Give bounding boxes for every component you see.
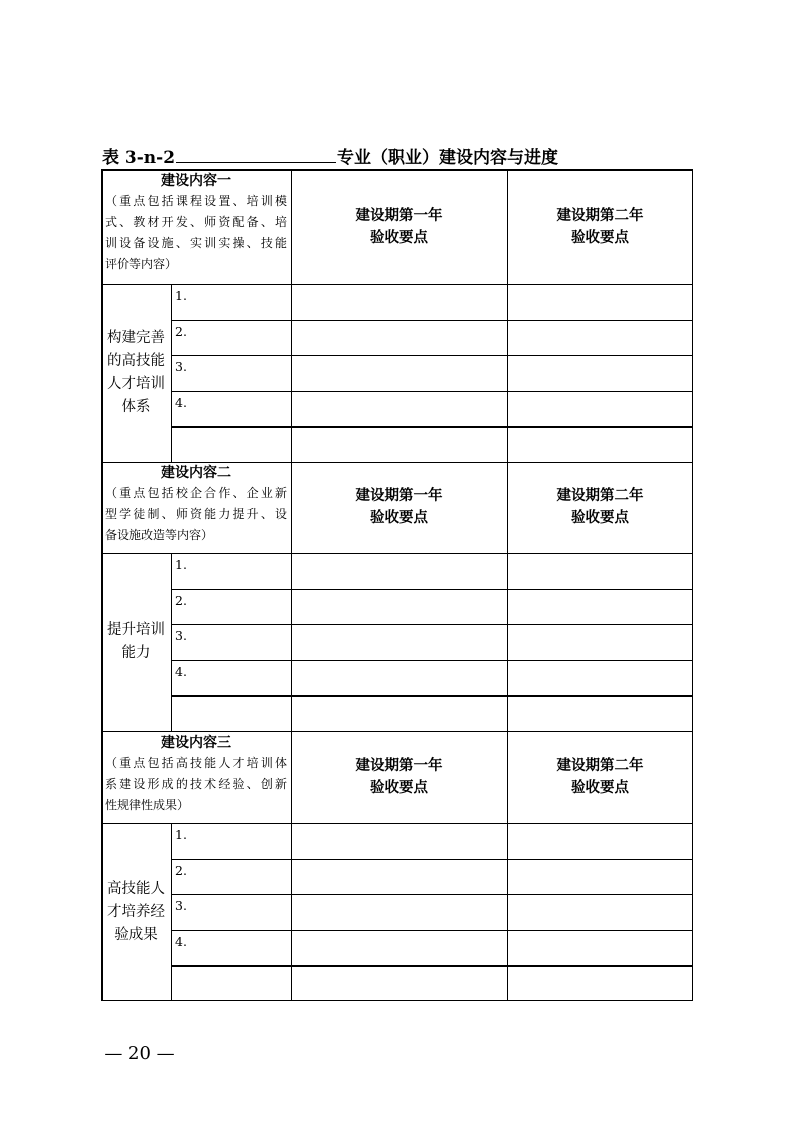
item-cell[interactable] xyxy=(173,894,291,930)
description-line: 备设施改造等内容） xyxy=(105,528,214,542)
category-line: 提升培训 xyxy=(107,622,165,638)
item-number: 2. xyxy=(175,323,187,339)
description-line: （重点包括校企合作、企业新 xyxy=(105,486,287,500)
description-line: 式、教材开发、师资配备、培 xyxy=(105,215,287,229)
page-number: — 20 — xyxy=(104,1043,175,1064)
year2-item-cell[interactable] xyxy=(508,695,692,731)
description-line: 评价等内容） xyxy=(105,257,178,271)
year1-item-cell[interactable] xyxy=(292,320,507,356)
year2-item-cell[interactable] xyxy=(508,624,692,660)
description-line: 性规律性成果） xyxy=(105,798,190,812)
year2-item-cell[interactable] xyxy=(508,426,692,462)
item-number: 1. xyxy=(175,557,187,572)
year2-header-line: 验收要点 xyxy=(571,779,629,796)
year1-item-cell[interactable] xyxy=(292,391,507,427)
item-cell[interactable] xyxy=(173,624,291,660)
year2-item-cell[interactable] xyxy=(508,660,692,696)
description-line: 型学徒制、师资能力提升、设 xyxy=(105,507,287,521)
year2-header-line: 验收要点 xyxy=(571,509,629,526)
year2-item-cell[interactable] xyxy=(508,284,692,320)
year2-item-cell[interactable] xyxy=(508,355,692,391)
category-cell xyxy=(101,553,171,731)
item-cell[interactable] xyxy=(173,426,291,462)
item-number: 3. xyxy=(175,628,187,644)
description-line: （重点包括课程设置、培训模 xyxy=(105,194,287,208)
year2-item-cell[interactable] xyxy=(508,859,692,895)
table-number: 表 3-n-2 xyxy=(102,148,176,168)
year2-header-line: 建设期第二年 xyxy=(556,487,644,504)
item-cell[interactable] xyxy=(173,965,291,1001)
category-line: 体系 xyxy=(121,399,151,415)
category-line: 才培养经 xyxy=(107,903,165,920)
item-number: 4. xyxy=(175,933,187,949)
year2-header xyxy=(507,731,693,823)
item-cell[interactable] xyxy=(173,284,291,320)
item-number: 2. xyxy=(175,592,187,608)
category-cell xyxy=(101,284,171,462)
category-cell xyxy=(101,823,171,1001)
year1-header-line: 验收要点 xyxy=(370,779,428,796)
year1-header-line: 建设期第一年 xyxy=(355,757,443,774)
item-cell[interactable] xyxy=(173,320,291,356)
year1-item-cell[interactable] xyxy=(292,284,507,320)
year1-header xyxy=(291,461,507,553)
year1-item-cell[interactable] xyxy=(292,660,507,696)
year1-header xyxy=(291,731,507,823)
year1-header-line: 验收要点 xyxy=(370,509,428,526)
year1-item-cell[interactable] xyxy=(292,553,507,589)
category-line: 高技能人 xyxy=(107,880,165,897)
year2-item-cell[interactable] xyxy=(508,894,692,930)
description-line: 训设备设施、实训实操、技能 xyxy=(105,236,287,250)
item-cell[interactable] xyxy=(173,553,291,589)
year2-item-cell[interactable] xyxy=(508,391,692,427)
item-cell[interactable] xyxy=(173,823,291,859)
category-line: 的高技能 xyxy=(107,353,165,369)
column-divider xyxy=(171,553,172,731)
item-number: 2. xyxy=(175,862,187,878)
year1-item-cell[interactable] xyxy=(292,589,507,625)
year2-item-cell[interactable] xyxy=(508,965,692,1001)
year2-header xyxy=(507,461,693,553)
item-cell[interactable] xyxy=(173,660,291,696)
description-line: （重点包括高技能人才培训体 xyxy=(105,756,287,770)
item-number: 4. xyxy=(175,663,187,679)
year2-header xyxy=(507,169,693,284)
year1-header-line: 建设期第一年 xyxy=(355,487,443,504)
section-description xyxy=(105,483,287,546)
category-line: 构建完善 xyxy=(107,330,165,346)
category-line: 验成果 xyxy=(114,926,158,943)
item-cell[interactable] xyxy=(173,695,291,731)
item-number: 3. xyxy=(175,359,187,375)
item-cell[interactable] xyxy=(173,391,291,427)
item-number: 1. xyxy=(175,827,187,842)
year2-header-line: 建设期第二年 xyxy=(556,757,644,774)
year1-item-cell[interactable] xyxy=(292,965,507,1001)
section-header-cell xyxy=(105,463,287,551)
year2-item-cell[interactable] xyxy=(508,589,692,625)
fill-in-blank[interactable] xyxy=(176,145,336,163)
section-heading: 建设内容三 xyxy=(161,735,231,751)
year1-item-cell[interactable] xyxy=(292,859,507,895)
year1-item-cell[interactable] xyxy=(292,695,507,731)
section-description xyxy=(105,753,287,816)
item-cell[interactable] xyxy=(173,355,291,391)
year1-header xyxy=(291,169,507,284)
year2-item-cell[interactable] xyxy=(508,930,692,966)
year1-item-cell[interactable] xyxy=(292,894,507,930)
year1-header-line: 建设期第一年 xyxy=(355,206,443,224)
section-heading: 建设内容二 xyxy=(161,465,231,481)
year2-item-cell[interactable] xyxy=(508,823,692,859)
section-description xyxy=(105,191,287,275)
section-header-cell xyxy=(105,733,287,821)
category-line: 人才培训 xyxy=(107,376,165,392)
item-cell[interactable] xyxy=(173,930,291,966)
table-title xyxy=(102,145,558,169)
item-number: 3. xyxy=(175,898,187,914)
item-number: 1. xyxy=(175,288,187,303)
year1-item-cell[interactable] xyxy=(292,355,507,391)
item-cell[interactable] xyxy=(173,589,291,625)
year1-item-cell[interactable] xyxy=(292,930,507,966)
column-divider xyxy=(171,284,172,462)
column-divider xyxy=(171,823,172,1001)
year1-item-cell[interactable] xyxy=(292,426,507,462)
year2-item-cell[interactable] xyxy=(508,553,692,589)
section-heading: 建设内容一 xyxy=(161,173,231,189)
construction-table xyxy=(101,169,693,1001)
year2-header-line: 建设期第二年 xyxy=(556,206,644,224)
year1-item-cell[interactable] xyxy=(292,823,507,859)
year2-item-cell[interactable] xyxy=(508,320,692,356)
description-line: 系建设形成的技术经验、创新 xyxy=(105,777,287,791)
item-cell[interactable] xyxy=(173,859,291,895)
table-title-text: 专业（职业）建设内容与进度 xyxy=(337,148,559,168)
section-header-cell xyxy=(105,171,287,282)
item-number: 4. xyxy=(175,394,187,410)
year1-item-cell[interactable] xyxy=(292,624,507,660)
year1-header-line: 验收要点 xyxy=(370,228,428,246)
year2-header-line: 验收要点 xyxy=(571,228,629,246)
category-line: 能力 xyxy=(121,645,151,661)
